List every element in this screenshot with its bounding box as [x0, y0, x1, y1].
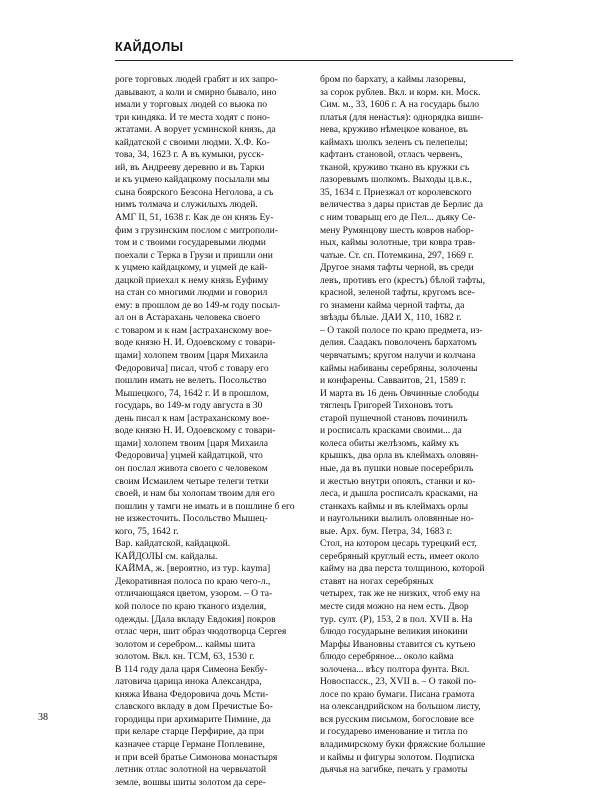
text-line: золочена... вѣсу полтора фунта. Вкл. — [320, 663, 470, 675]
text-line: одежды. [Дала вкладу Евдокия] покров — [115, 613, 276, 625]
text-line: с ним товарыщ его де Пел... дьяку Се- — [320, 212, 476, 224]
text-line: и конфарены. Савваитов, 21, 1589 г. — [320, 375, 466, 387]
text-line: Сим. м., 33, 1606 г. А на государь было — [320, 99, 480, 111]
text-line: и къ уцмею кайдацкому посылали мы — [115, 174, 270, 186]
text-line: вся русским письмом, богословие все — [320, 713, 474, 725]
text-line: и росписалъ красками своими... да — [320, 425, 462, 437]
text-line: государь, во 149-м году августа в 30 — [115, 400, 263, 412]
text-line: ему: в прошлом де во 149-м году посыл- — [115, 299, 281, 311]
text-line: левъ, противъ его (крестъ) бѣлой тафты, — [320, 274, 486, 286]
text-line: фим з грузинским послом с митрополи- — [115, 224, 278, 236]
text-line: каймахъ шолкъ зеленъ съ пелепелы; — [320, 136, 468, 148]
text-line: В 114 году дала царя Симеона Бекбу- — [115, 663, 268, 675]
text-line: и государево именование и титла по — [320, 726, 468, 738]
text-line: латовича царица инока Александра, — [115, 676, 262, 688]
text-line: роге торговых людей грабят и их запро- — [115, 74, 278, 85]
text-line: станкахъ каймы и въ клеймахъ орлы — [320, 500, 469, 512]
text-line: леса, и дышла росписалъ красками, на — [320, 488, 478, 500]
text-line: АМГ II, 51, 1638 г. Как де он князь Еу- — [115, 212, 274, 224]
text-line: Федоровича] писал, чтоб с товару его — [115, 362, 269, 374]
text-line: червчатымъ; кругом налучи и колчана — [320, 350, 476, 362]
text-line: делия. Саадакъ поволоченъ бархатомъ — [320, 337, 477, 349]
text-line: земле, вошвы шиты золотом да сере- — [115, 776, 266, 788]
text-line: и каймы и фигуры золотом. Подписка — [320, 751, 475, 763]
text-line: с товаром и к нам [астраханскому вое- — [115, 324, 272, 336]
text-line: четырех, так же не низких, чтоб ему на — [320, 588, 481, 600]
running-head: КАЙДОЛЫ — [115, 40, 184, 54]
text-line: день писал к нам [астраханскому вое- — [115, 412, 270, 424]
text-line: пошлин у тамги не имать и в пошлине б его — [115, 500, 295, 512]
left-column — [115, 74, 311, 789]
text-line: владимирскому буки фряжские большие — [320, 738, 486, 750]
text-line: бром по бархату, а каймы лазоревы, — [320, 74, 466, 85]
text-line: мену Румянцову шесть ковров набор- — [320, 224, 474, 236]
text-line: го знамени кайма черной тафты, да — [320, 299, 465, 311]
text-line: колеса обиты желѣзомъ, кайму къ — [320, 437, 459, 449]
text-line: и жестью внутри опоялъ, станки и ко- — [320, 475, 476, 487]
text-line: золотом и серебром... каймы шита — [115, 638, 256, 650]
text-line: Вар. кайдатской, кайдацкой. — [115, 538, 231, 550]
text-line: платья (для ненастья): однорядка вишн- — [320, 111, 484, 123]
header-rule — [115, 60, 513, 61]
text-line: городицы при архимарите Пимине, да — [115, 713, 271, 725]
text-line: воде князю Н. И. Одоевскому с товари- — [115, 337, 276, 349]
text-line: старой пушечной становъ починилъ — [320, 412, 468, 424]
text-line: щами] холопем твоим [царя Михаила — [115, 437, 269, 449]
text-line: Другое знамя тафты черной, въ среди — [320, 262, 474, 274]
text-line: он послал живота своего с человеком — [115, 462, 268, 474]
text-line: отличающаяся цветом, узором. – О та- — [115, 588, 273, 600]
right-column — [320, 74, 516, 777]
text-line: Федоровича] уцмей кайдатцкой, что — [115, 450, 263, 462]
text-line: ных, каймы золотные, три ковра трав- — [320, 237, 476, 249]
text-line: кого, 75, 1642 г. — [115, 525, 179, 537]
text-line: имали у торговых людей со вьюка по — [115, 99, 268, 111]
text-line: славского вкладу в дом Пречистые Бо- — [115, 701, 273, 713]
text-line: ставят на ногах серебряных — [320, 575, 434, 587]
text-line: вые. Арх. бум. Петра, 34, 1683 г. — [320, 525, 452, 537]
text-line: Марфы Ивановны ставится съ кутьею — [320, 638, 476, 650]
text-line: лосе по краю бумаги. Писана грамота — [320, 688, 475, 700]
text-line: поехали с Терка в Грузи и пришли они — [115, 249, 273, 261]
text-line: серебряный круглый есть, имеет около — [320, 550, 479, 562]
text-line: кайдатской с своими людми. Х.Ф. Ко- — [115, 136, 270, 148]
text-line: красной, зеленой тафты, кругомъ все- — [320, 287, 475, 299]
text-line: щами] холопем твоим [царя Михаила — [115, 350, 269, 362]
text-line: за сорок рублев. Вкл. и корм. кн. Моск. — [320, 86, 481, 98]
text-line: том и с твоими государевыми людми — [115, 237, 266, 249]
text-line: И марта въ 16 день Овчинные слободы — [320, 387, 479, 399]
text-line: тур. султ. (Р), 153, 2 в пол. XVII в. На — [320, 613, 473, 625]
text-line: Мышецкого, 74, 1642 г. И в прошлом, — [115, 387, 269, 399]
text-line: казначее старце Германе Поплевине, — [115, 738, 265, 750]
text-line: при келаре старце Перфирие, да при — [115, 726, 264, 738]
text-line: ал он в Астарахань человека своего — [115, 312, 261, 324]
text-line: блюдо государыне великия инокини — [320, 626, 468, 638]
text-line: тяглецъ Григорей Тихоновъ тотъ — [320, 400, 453, 412]
text-line: давывают, а коли и смирно бывало, ино — [115, 86, 277, 98]
text-line: жтатами. А ворует усминской князь, да — [115, 124, 276, 136]
text-line: Стол, на котором цесарь турецкий ест, — [320, 538, 477, 550]
text-line: величества з дары пристав де Берлис да — [320, 199, 483, 211]
text-line: 35, 1634 г. Приезжал от королевского — [320, 186, 472, 198]
text-line: лазоревымъ шолкомъ. Выходы ц.в.к., — [320, 174, 472, 186]
text-line: нимъ толмача и служилыхъ людей. — [115, 199, 258, 211]
text-line: тканой, круживо ткано въ кружки съ — [320, 161, 470, 173]
text-line: каймы набиваны серебряны, золочены — [320, 362, 478, 374]
text-line: ные, да въ пушки новые посеребрилъ — [320, 462, 474, 474]
text-line: Декоративная полоса по краю чего-л., — [115, 575, 271, 587]
text-line: КАЙДОЛЫ см. кайдалы. — [115, 550, 218, 562]
text-line: кафтанъ становой, отласъ червенъ, — [320, 149, 463, 161]
text-line: отлас черн, шит образ чюдотворца Сергея — [115, 626, 287, 638]
text-line: нева, круживо нѣмецкое кованое, въ — [320, 124, 468, 136]
text-line: не изжесточить. Посольство Мышец- — [115, 513, 268, 525]
text-line: три киндяка. И те места ходят с поно- — [115, 111, 270, 123]
text-line: чатые. Ст. сп. Потемкина, 297, 1669 г. — [320, 249, 474, 261]
page-number: 38 — [38, 712, 48, 723]
text-line: золотом. Вкл. кн. ТСМ, 63, 1530 г. — [115, 651, 255, 663]
text-line: и наугольники вылилъ оловянные но- — [320, 513, 474, 525]
text-line: месте сидя можно на нем есть. Двор — [320, 600, 469, 612]
text-line: звѣзды бѣлые. ДАИ X, 110, 1682 г. — [320, 312, 462, 324]
text-line: КАЙМА, ж. [вероятно, из тур. kayma] — [115, 563, 271, 575]
text-line: и при всей братье Симонова монастыря — [115, 751, 278, 763]
text-line: – О такой полосе по краю предмета, из- — [320, 324, 483, 336]
text-line: блюдо серебряное... около кайма — [320, 651, 454, 663]
text-line: на олександрийском на большом листу, — [320, 701, 481, 713]
text-line: ий, въ Андрееву деревню и въ Тарки — [115, 161, 265, 173]
text-line: кайму на два перста толщиною, которой — [320, 563, 485, 575]
text-line: Новоспасск., 23, XVII в. – О такой по- — [320, 676, 477, 688]
text-line: летник отлас золотной на червьчатой — [115, 764, 267, 776]
text-line: к уцмею кайдацкому, и уцмей де кай- — [115, 262, 268, 274]
text-line: сына боярского Безсона Неголова, а съ — [115, 186, 274, 198]
text-line: своим Исмаилем четыре телеги тетки — [115, 475, 269, 487]
text-line: кой полосе по краю тканого изделия, — [115, 600, 267, 612]
text-line: крышкъ, два орла въ клеймахъ оловян- — [320, 450, 479, 462]
text-line: на стан со многими людми и говорил — [115, 287, 268, 299]
text-line: воде князю Н. И. Одоевскому с товари- — [115, 425, 276, 437]
text-line: дацкой приехал к нему князь Еуфиму — [115, 274, 269, 286]
text-line: своей, и нам бы холопам твоим для его — [115, 488, 275, 500]
text-line: княжа Ивана Федоровича дочь Мсти- — [115, 688, 269, 700]
text-line: това, 34, 1623 г. А въ кумыки, русск- — [115, 149, 265, 161]
text-line: пошлин имать не велеть. Посольство — [115, 375, 267, 387]
text-line: дьячья на загибке, печать у грамоты — [320, 764, 468, 776]
